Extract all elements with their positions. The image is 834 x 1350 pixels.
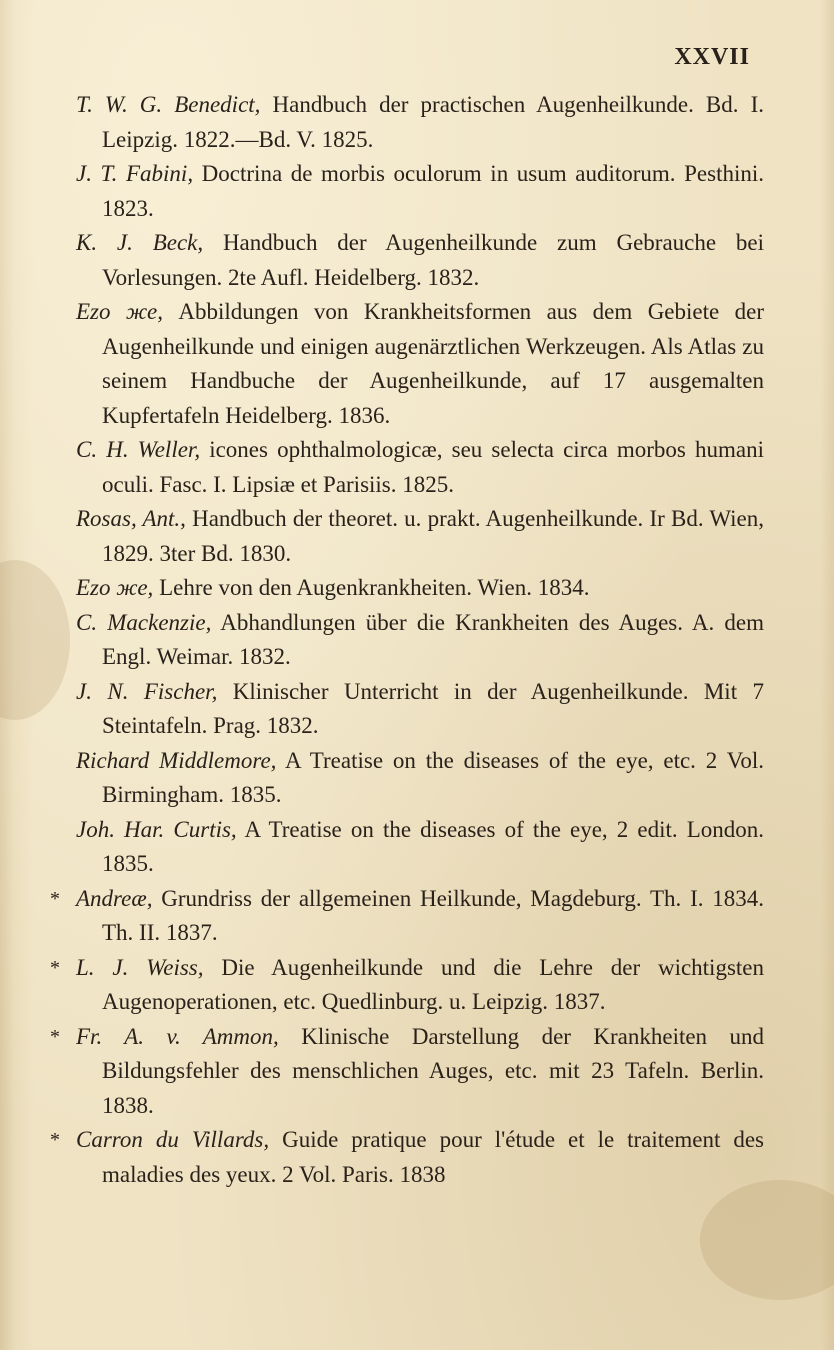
bibliography-entry	[76, 502, 764, 571]
entry-text: Lehre von den Augenkrankheiten. Wien. 1834.	[153, 575, 590, 600]
bibliography-entry	[76, 157, 764, 226]
entry-marker: *	[50, 887, 60, 910]
bibliography-entry	[76, 571, 764, 606]
bibliography-entry	[76, 813, 764, 882]
entry-author: Fr. A. v. Ammon,	[76, 1023, 279, 1049]
entry-text: icones ophthalmologicæ, seu selecta circa morbos humani oculi. Fasc. I. Lipsiæ et Parisiis. 1825.	[102, 437, 764, 497]
entry-author: J. T. Fabini,	[76, 161, 194, 186]
bibliography-entry	[50, 1020, 764, 1124]
entry-author: Carron du Villards,	[76, 1127, 270, 1152]
entry-author: C. Mackenzie,	[76, 609, 212, 635]
bibliography-entry	[76, 675, 764, 744]
entry-author: Rosas, Ant.,	[76, 506, 186, 531]
entry-text: A Treatise on the diseases of the eye, etc. 2 Vol. Birmingham. 1835.	[102, 747, 765, 807]
bibliography-list	[0, 88, 834, 1192]
entry-author: L. J. Weiss,	[76, 954, 204, 980]
entry-text: Handbuch der theoret. u. prakt. Augenheilkunde. Ir Bd. Wien, 1829. 3ter Bd. 1830.	[102, 506, 764, 566]
bibliography-entry	[76, 606, 764, 675]
bibliography-entry	[76, 295, 764, 433]
entry-text: Abhandlungen über die Krankheiten des Auges. A. dem Engl. Weimar. 1832.	[102, 609, 764, 669]
entry-text: Abbildungen von Krankheitsformen aus dem Gebiete der Augenheilkunde und einigen augenärztlichen Werkzeugen. Als Atlas zu seinem Handbuche der Augenheilkunde, auf 17 ausgemalten Kupfertafeln Heidelberg. 1836.	[102, 299, 764, 428]
bibliography-entry	[50, 951, 764, 1020]
entry-marker: *	[50, 1025, 60, 1048]
entry-marker: *	[50, 1129, 60, 1151]
bibliography-entry	[76, 433, 764, 502]
entry-text: Handbuch der practischen Augenheilkunde. Bd. I. Leipzig. 1822.—Bd. V. 1825.	[102, 92, 764, 152]
entry-author: Ezo же,	[76, 575, 154, 600]
bibliography-entry	[50, 1123, 764, 1192]
entry-marker: *	[50, 956, 60, 979]
bibliography-entry	[76, 226, 764, 295]
bibliography-entry	[76, 88, 764, 157]
entry-text: Die Augenheilkunde und die Lehre der wichtigsten Augenoperationen, etc. Quedlinburg. u. Leipzig. 1837.	[102, 954, 764, 1014]
entry-author: Richard Middlemore,	[76, 747, 277, 773]
entry-author: K. J. Beck,	[76, 230, 204, 255]
page-number: XXVII	[674, 44, 750, 70]
entry-text: Doctrina de morbis oculorum in usum auditorum. Pesthini. 1823.	[102, 161, 764, 221]
entry-text: Klinische Darstellung der Krankheiten und Bildungsfehler des menschlichen Auges, etc. mit 23 Tafeln. Berlin. 1838.	[102, 1023, 764, 1118]
entry-author: J. N. Fischer,	[76, 678, 218, 704]
entry-author: C. H. Weller,	[76, 437, 201, 462]
bibliography-entry	[76, 744, 765, 813]
entry-author: T. W. G. Benedict,	[76, 92, 261, 117]
entry-text: A Treatise on the diseases of the eye, 2 edit. London. 1835.	[102, 816, 764, 876]
entry-text: Klinischer Unterricht in der Augenheilkunde. Mit 7 Steintafeln. Prag. 1832.	[102, 678, 764, 738]
entry-author: Ezo же,	[76, 299, 163, 324]
paper-stain	[700, 1180, 834, 1300]
entry-text: Guide pratique pour l'étude et le traitement des maladies des yeux. 2 Vol. Paris. 1838	[102, 1127, 764, 1187]
bibliography-entry	[50, 882, 764, 951]
entry-author: Joh. Har. Curtis,	[76, 816, 237, 842]
entry-text: Handbuch der Augenheilkunde zum Gebrauche bei Vorlesungen. 2te Aufl. Heidelberg. 1832.	[102, 230, 764, 290]
entry-author: Andreæ,	[76, 885, 153, 911]
entry-text: Grundriss der allgemeinen Heilkunde, Magdeburg. Th. I. 1834. Th. II. 1837.	[102, 885, 764, 945]
